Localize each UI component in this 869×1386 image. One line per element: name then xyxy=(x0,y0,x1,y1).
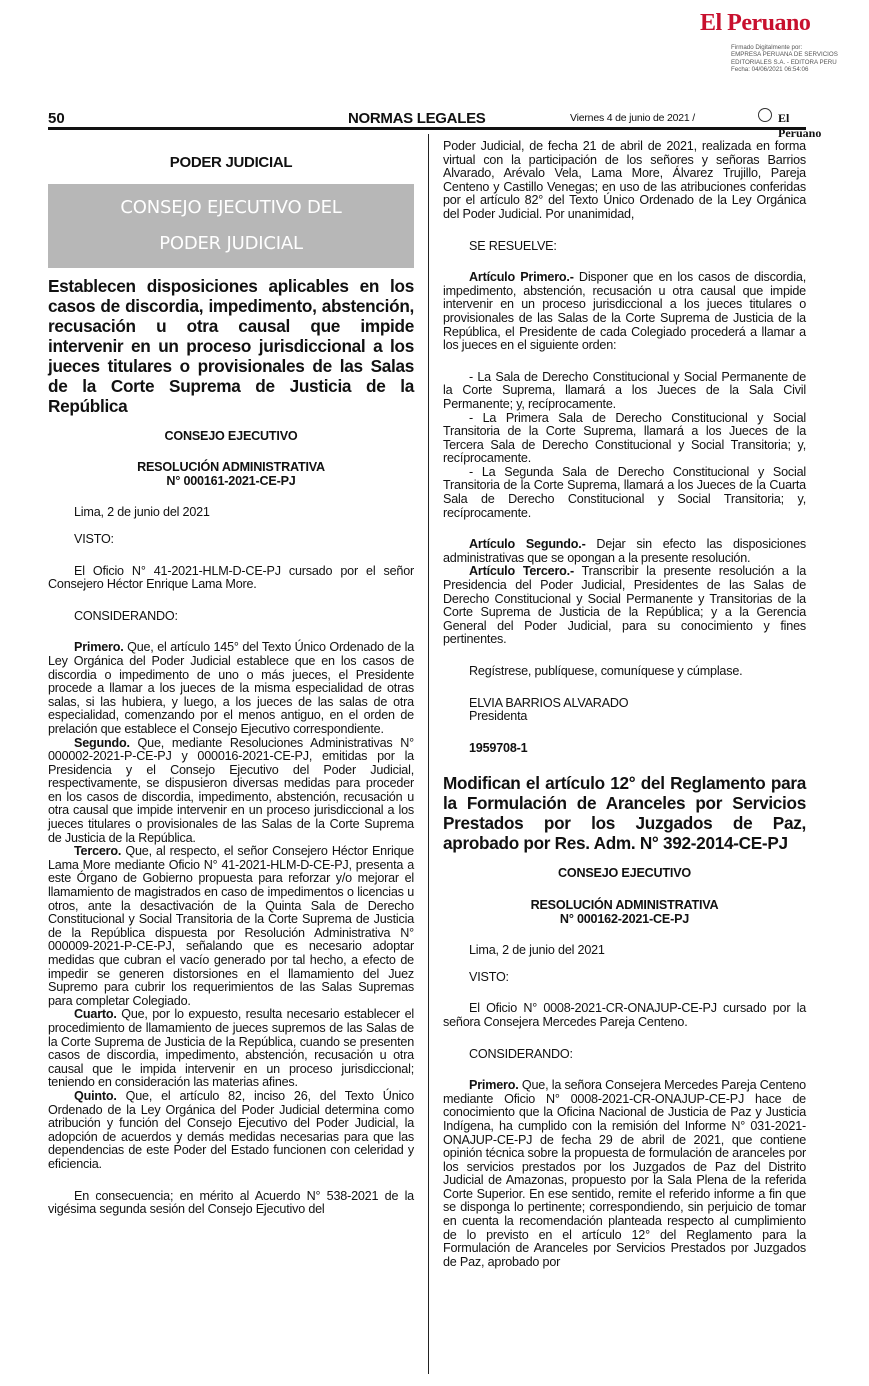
header-date: Viernes 4 de junio de 2021 / xyxy=(570,112,695,124)
signer-title: Presidenta xyxy=(469,709,528,724)
resolution-type: RESOLUCIÓN ADMINISTRATIVA xyxy=(137,460,325,475)
article-primero xyxy=(443,271,806,353)
column-divider xyxy=(428,134,429,1374)
article-label: Artículo Segundo.- xyxy=(469,537,586,552)
paragraph-primero xyxy=(48,641,414,736)
visto-text-2: El Oficio N° 0008-2021-CR-ONAJUP-CE-PJ cursado por la señora Consejera Mercedes Pareja Centeno. xyxy=(443,1001,806,1029)
signature-line: EDITORIALES S.A. - EDITORA PERU xyxy=(731,58,837,66)
paragraph-label: Segundo. xyxy=(74,735,130,750)
paragraph-text: Que, por lo expuesto, resulta necesario establecer el procedimiento de llamamiento de jueces supremos de las Salas de la Corte Suprema de Justicia de la República, cuando se presenten casos de discordia, impedimento, abstención, recusación u otra causal que le impida intervenir en un proceso jurisdiccional; teniendo en consideración las materias afines. xyxy=(48,1007,414,1090)
paragraph-text: Que, al respecto, el señor Consejero Héctor Enrique Lama More mediante Oficio N° 41-2021-HLM-D-CE-PJ, presenta a este Órgano de Gobierno propuesta para reforzar y/o mejorar el llamamiento de magistrados en caso de impedimentos o licencias u otros, ante la desactivación de la Quinta Sala de Derecho Constitucional y Social Transitoria de la Corte Suprema de Justicia de la República dispuesta por Resolución Administrativa N° 000009-2021-P-CE-PJ, señalando que es necesario adoptar medidas que cubran el vacío generado por tal hecho, a efecto de impedir se generen distorsiones en el llamamiento del Juez Supremo para cubrir los requerimientos de las Salas Supremas para completar Colegiado. xyxy=(48,844,414,1008)
paragraph-label: Primero. xyxy=(469,1078,519,1093)
left-column xyxy=(48,134,414,1217)
article-text: Dejar sin efecto las disposiciones administrativas que se opongan a la presente resolución. xyxy=(443,537,807,565)
signer-name: ELVIA BARRIOS ALVARADO xyxy=(469,695,629,710)
paragraph-text: Que, el artículo 82, inciso 26, del Texto Único Ordenado de la Ley Orgánica del Poder Judicial determina como atribución y función del Consejo Ejecutivo del Poder Judicial, la adopción de acuerdos y demás medidas necesarias para que las dependencias de este Poder del Estado funcionen con celeridad y eficiencia. xyxy=(48,1088,414,1171)
list-item: - La Primera Sala de Derecho Constitucional y Social Transitoria de la Corte Suprema, llamará a los Jueces de la Tercera Sala de Derecho Constitucional y Social Transitoria; y, recíprocamente. xyxy=(443,410,806,466)
paragraph-tercero xyxy=(48,845,414,1008)
visto-label-2: VISTO: xyxy=(469,969,509,984)
considerando-label: CONSIDERANDO: xyxy=(74,608,178,623)
paragraph-consecuencia: En consecuencia; en mérito al Acuerdo N° 538-2021 de la vigésima segunda sesión del Consejo Ejecutivo del xyxy=(48,1188,414,1217)
resolution-number: N° 000161-2021-CE-PJ xyxy=(166,473,296,488)
banner-line: PODER JUDICIAL xyxy=(159,232,303,254)
digital-signature-stamp xyxy=(731,44,865,74)
page-header xyxy=(48,108,822,140)
paragraph-text: Que, el artículo 145° del Texto Único Ordenado de la Ley Orgánica del Poder Judicial establece que en los casos de discordia o impedimento de uno o más jueces, el Presidente procede a llamar a los jueces de la misma especialidad de otras salas, si las hubiera, y luego, a los jueces de las salas de otra especialidad, comenzando por el menos antiguo, en el orden de prelación que establece el Consejo Ejecutivo correspondiente. xyxy=(48,640,414,736)
article-segundo xyxy=(443,538,806,565)
article-text: Transcribir la presente resolución a la Presidencia del Poder Judicial, Presidentes de las Salas de Derecho Constitucional y Social Permanente y Transitorias de la Corte Suprema de Justicia de la República; y a la Gerencia General del Poder Judicial, para su conocimiento y fines pertinentes. xyxy=(443,564,807,647)
paragraph-text: Que, la señora Consejera Mercedes Pareja Centeno mediante Oficio N° 0008-2021-CR-ONAJUP-CE-PJ hace de conocimiento que la Oficina Nacional de Justicia de Paz y Justicia Indígena, ha cumplido con la remisión del Informe N° 031-2021-ONAJUP-CE-PJ de fecha 29 de abril de 2021, que contiene opinión técnica sobre la propuesta de formulación de aranceles por los servicios prestados por los Juzgados de Paz del Distrito Judicial de Amazonas, propuesto por la Sala Plena de la referida Corte Superior. En ese sentido, remite el referido informe a fin que se disponga lo pertinente; correspondiendo, sin perjuicio de tomar en cuenta la recomendación planteada respecto al cumplimiento de lo previsto en el artículo 12° del Reglamento para la Formulación de Aranceles por Servicios Prestados por Juzgados de Paz, aprobado por xyxy=(443,1078,806,1269)
headline: Establecen disposiciones aplicables en los casos de discordia, impedimento, abstención, recusación u otra causal que impide intervenir en un proceso jurisdiccional a los jueces titulares o provisionales de las Salas de la Corte Suprema de Justicia de la República xyxy=(48,275,414,416)
publication-code: 1959708-1 xyxy=(469,740,528,755)
list-item: - La Sala de Derecho Constitucional y Social Permanente de la Corte Suprema, llamará a los Jueces de la Sala Civil Permanente; y, recíprocamente. xyxy=(443,369,806,411)
institution-title: PODER JUDICIAL xyxy=(169,154,293,171)
signature-line: EMPRESA PERUANA DE SERVICIOS xyxy=(731,51,838,59)
visto-label: VISTO: xyxy=(74,531,114,546)
paragraph-primero-2 xyxy=(443,1079,806,1269)
paragraph-label: Cuarto. xyxy=(74,1007,117,1022)
signature-line: Firmado Digitalmente por: xyxy=(731,44,803,51)
banner-line: CONSEJO EJECUTIVO DEL xyxy=(120,196,342,218)
considerando-label-2: CONSIDERANDO: xyxy=(469,1046,573,1061)
continuation-text: Poder Judicial, de fecha 21 de abril de 2021, realizada en forma virtual con la participación de los señores y señoras Barrios Alvarado, Arévalo Vela, Lama More, Álvarez Trujillo, Pareja Centeno y Castillo Venegas; en uso de las atribuciones conferidas por el artículo 82° del Texto Único Ordenado de la Ley Orgánica del Poder Judicial. Por unanimidad, xyxy=(443,139,806,221)
place-date: Lima, 2 de junio del 2021 xyxy=(74,505,210,520)
paragraph-text: Que, mediante Resoluciones Administrativas N° 000002-2021-P-CE-PJ y 000016-2021-CE-PJ, emitidas por la Presidencia y el Consejo Ejecutivo del Poder Judicial, respectivamente, se dispusieron diversas medidas para proceder en los casos de discordia, impedimento, abstención, recusación u otra causal que impide intervenir en un proceso jurisdiccional a los jueces titulares o provisionales de las Salas de la Corte Suprema de Justicia de la República. xyxy=(48,735,414,845)
headline-2: Modifican el artículo 12° del Reglamento para la Formulación de Aranceles por Servicios Prestados por los Juzgados de Paz, aprobado por Res. Adm. N° 392-2014-CE-PJ xyxy=(443,773,806,854)
visto-text: El Oficio N° 41-2021-HLM-D-CE-PJ cursado por el señor Consejero Héctor Enrique Lama More. xyxy=(48,563,414,592)
paragraph-segundo xyxy=(48,737,414,846)
right-column xyxy=(443,140,806,1269)
paragraph-cuarto xyxy=(48,1008,414,1090)
paragraph-label: Tercero. xyxy=(74,844,122,859)
coat-of-arms-icon xyxy=(758,108,772,122)
institution-banner xyxy=(48,184,414,268)
resolution-type-2: RESOLUCIÓN ADMINISTRATIVA xyxy=(530,897,719,912)
resolution-number-2: N° 000162-2021-CE-PJ xyxy=(559,911,690,926)
signature-line: Fecha: 04/06/2021 06:54:06 xyxy=(731,66,809,74)
page-number: 50 xyxy=(48,110,65,127)
resuelve-label: SE RESUELVE: xyxy=(469,238,557,253)
article-text: Disponer que en los casos de discordia, impedimento, abstención, recusación u otra causal que impide intervenir en un proceso jurisdiccional a los jueces titulares o provisionales de las Salas de la Corte Suprema de Justicia de la República, el Presidente de cada Colegiado procederá a llamar a los jueces en el siguiente orden: xyxy=(443,270,807,353)
list-item: - La Segunda Sala de Derecho Constitucional y Social Transitoria de la Corte Suprema, llamará a los Jueces de la Cuarta Sala de Derecho Constitucional y Social Transitoria; y, recíprocamente. xyxy=(443,464,806,520)
article-tercero xyxy=(443,565,806,647)
article-label: Artículo Tercero.- xyxy=(469,564,574,579)
place-date-2: Lima, 2 de junio del 2021 xyxy=(469,943,605,958)
issuer-2: CONSEJO EJECUTIVO xyxy=(557,866,692,881)
header-brand: El Peruano xyxy=(778,111,822,140)
section-title: NORMAS LEGALES xyxy=(348,110,486,127)
article-label: Artículo Primero.- xyxy=(469,270,574,285)
issuer: CONSEJO EJECUTIVO xyxy=(164,428,298,443)
paragraph-label: Quinto. xyxy=(74,1088,117,1103)
el-peruano-logo: El Peruano xyxy=(700,10,811,36)
paragraph-label: Primero. xyxy=(74,640,124,655)
paragraph-quinto xyxy=(48,1090,414,1172)
closing-formula: Regístrese, publíquese, comuníquese y cúmplase. xyxy=(469,664,743,678)
